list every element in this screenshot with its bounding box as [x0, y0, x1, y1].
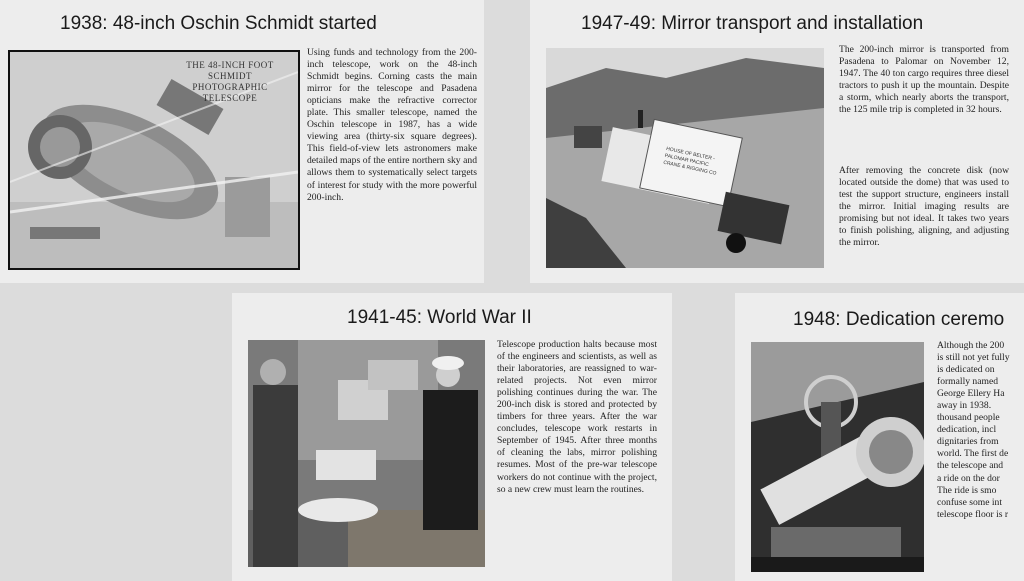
panel-body-text: Using funds and technology from the 200-inch telescope, work on the 48-inch Schmidt begins. Corning casts the main mirror for the telescope and Pasadena opticians make the refractive corrector plate. This smaller telescope, named the Oschin telescope in 1987, has a wide viewing area (thirty-six square degrees). This field-of-view lets astronomers make detailed maps of the entire northern sky and allows them to systematically select targets of interest for study with the more powerful 200-inch. [307, 47, 477, 203]
hale-telescope-photo [751, 342, 924, 572]
panel-body-text: Telescope production halts because most of the engineers and scientists, as well as their laboratories, are reassigned to war-related projects. Not even mirror polishing continues during the war. The 200-inch disk is stored and protected by timbers for three years. After the war concludes, telescope work restarts in September of 1945. After three months of cleaning the labs, mirror polishing resumes. Most of the pre-war telescope workers do not continue with the project, so a new crew must learn the routines. [497, 339, 657, 495]
panel-title: 1948: Dedication ceremo [793, 309, 1005, 330]
panel-title: 1947-49: Mirror transport and installation [581, 13, 924, 34]
panel-1938-schmidt [0, 0, 484, 283]
text-line: George Ellery Ha [937, 388, 1005, 400]
schmidt-telescope-drawing [8, 50, 300, 270]
panel-title: 1941-45: World War II [347, 307, 532, 328]
panel-body-text: The 200-inch mirror is transported from Pasadena to Palomar on November 12, 1947. The 40 ton cargo requires three diesel tractors to push it up the mountain. Despite a storm, which nearly aborts the transport, the 125 mile trip is completed in 32 hours. [839, 44, 1009, 116]
text-line: world. The first de [937, 448, 1009, 460]
text-line: away in 1938. [937, 400, 992, 412]
text-line: The ride is smo [937, 484, 997, 496]
world-war-ii-photo [248, 340, 485, 567]
drawing-caption: THE 48-INCH FOOT SCHMIDT PHOTOGRAPHIC TELESCOPE [186, 60, 274, 103]
text-line: confuse some int [937, 496, 1003, 508]
panel-body-text [937, 340, 1024, 521]
text-line: formally named [937, 376, 999, 388]
text-line: Although the 200 [937, 340, 1005, 351]
panel-1948-dedication [735, 293, 1024, 581]
text-line: is dedicated on [937, 364, 995, 376]
panel-1941-world-war-ii [232, 293, 672, 581]
text-line: a ride on the dor [937, 472, 1000, 484]
text-line: dignitaries from [937, 436, 999, 448]
text-line: the telescope and [937, 460, 1004, 472]
panel-title: 1938: 48-inch Oschin Schmidt started [60, 13, 377, 34]
text-line: thousand people [937, 412, 1000, 424]
text-line: is still not yet fully [937, 352, 1010, 364]
text-line: dedication, incl [937, 424, 997, 436]
panel-1947-mirror-transport [530, 0, 1024, 283]
mirror-transport-photo [546, 48, 824, 268]
text-line: telescope floor is r [937, 508, 1009, 520]
crate-label: HOUSE OF BELTER - PALOMAR PACIFIC CRANE & RIGGING CO [662, 145, 717, 177]
panel-body-text-continued: After removing the concrete disk (now located outside the dome) that was used to test the support structure, engineers install the mirror. Initial imaging results are promising but not ideal. It takes two years to finish polishing, aligning, and adjusting the mirror. [839, 165, 1009, 249]
